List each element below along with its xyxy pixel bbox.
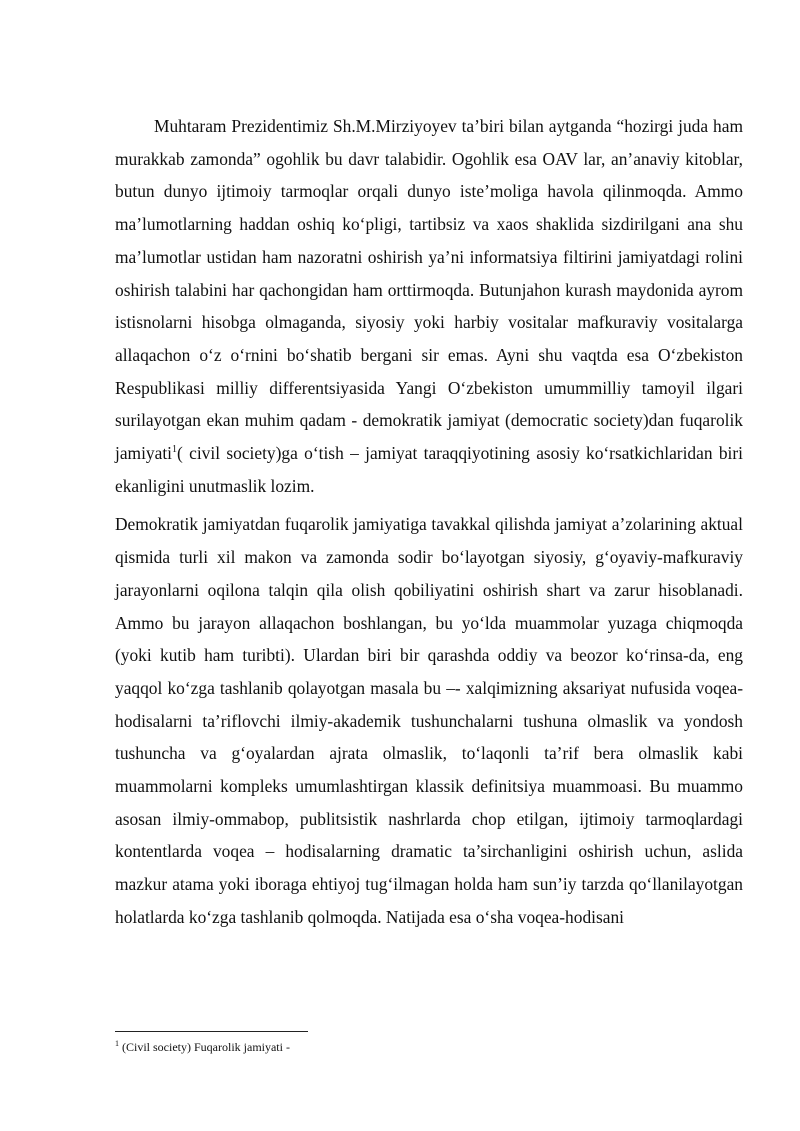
footnote-separator (115, 1031, 308, 1032)
footnote-reference[interactable]: 1 (172, 444, 177, 456)
footnote (115, 1039, 743, 1055)
footnote-number: 1 (115, 1039, 119, 1048)
footnote-text: (Civil society) Fuqarolik jamiyati - (122, 1040, 290, 1054)
paragraph-1-text-a: Muhtaram Prezidentimiz Sh.M.Mirziyoyev ta’biri bilan aytganda “hozirgi juda ham murakkab zamonda” ogohlik bu davr talabidir. Ogohlik esa OAV lar, an’anaviy kitoblar, butun dunyo ijtimoiy tarmoqlar orqali dunyo iste’moliga havola qilinmoqda. Ammo ma’lumotlarning haddan oshiq ko‘pligi, tartibsiz va xaos shaklida sizdirilgani ana shu ma’lumotlar ustidan ham nazoratni oshirish ya’ni informatsiya filtirini jamiyatdagi rolini oshirish talabini har qachongidan ham orttirmoqda. Butunjahon kurash maydonida ayrom istisnolarni hisobga olmaganda, siyosiy yoki harbiy vositalar mafkuraviy vositalarga allaqachon o‘z o‘rnini bo‘shatib bergani sir emas. Ayni shu vaqtda esa O‘zbekiston Respublikasi milliy differentsiyasida Yangi O‘zbekiston umummilliy tamoyil ilgari surilayotgan ekan muhim qadam - demokratik jamiyat (democratic society)dan fuqarolik jamiyati (115, 116, 743, 464)
paragraph-1 (115, 110, 743, 502)
document-body (115, 110, 743, 934)
paragraph-2: Demokratik jamiyatdan fuqarolik jamiyatiga tavakkal qilishda jamiyat a’zolarining aktual qismida turli xil makon va zamonda sodir bo‘layotgan siyosiy, g‘oyaviy-mafkuraviy jarayonlarni oqilona talqin qila olish qobiliyatini oshirish shart va zarur hisoblanadi. Ammo bu jarayon allaqachon boshlangan, bu yo‘lda muammolar yuzaga chiqmoqda (yoki kutib ham turibti). Ulardan biri bir qarashda oddiy va beozor ko‘rinsa-da, eng yaqqol ko‘zga tashlanib qolayotgan masala bu –- xalqimizning aksariyat nufusida voqea-hodisalarni ta’riflovchi ilmiy-akademik tushunchalarni tushuna olmaslik va yondosh tushuncha va g‘oyalardan ajrata olmaslik, to‘laqonli ta’rif bera olmaslik kabi muammolarni kompleks umumlashtirgan klassik definitsiya muammoasi. Bu muammo asosan ilmiy-ommabop, publitsistik nashrlarda chop etilgan, ijtimoiy tarmoqlardagi kontentlarda voqea – hodisalarning dramatic ta’sirchanligini oshirish uchun, aslida mazkur atama yoki iboraga ehtiyoj tug‘ilmagan holda ham sun’iy tarzda qo‘llanilayotgan holatlarda ko‘zga tashlanib qolmoqda. Natijada esa o‘sha voqea-hodisani (115, 514, 743, 927)
paragraph-1-text-b: ( civil society)ga o‘tish – jamiyat taraqqiyotining asosiy ko‘rsatkichlaridan biri ekanligini unutmaslik lozim. (115, 443, 743, 496)
